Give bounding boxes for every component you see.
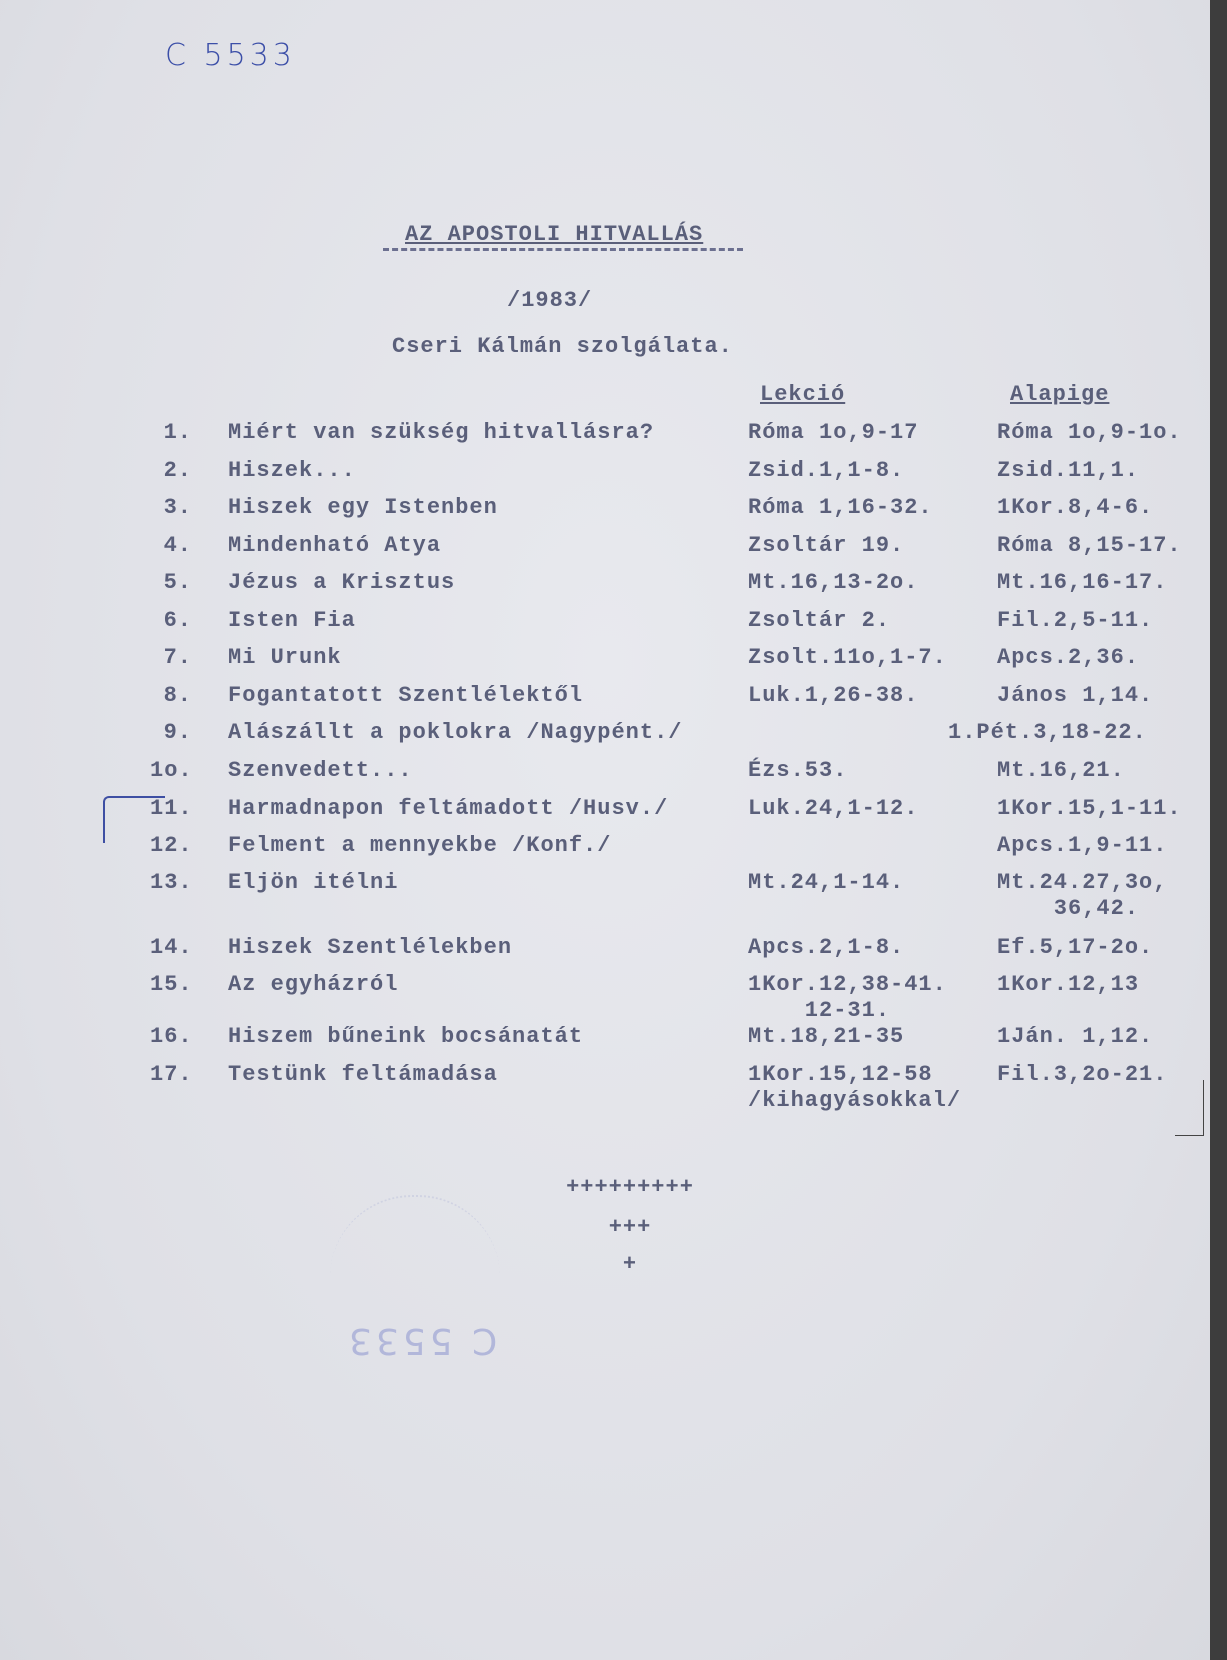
item-topic: Hiszek Szentlélekben [228, 935, 513, 960]
item-alapige: Mt.24.27,3o, 36,42. [997, 870, 1168, 921]
item-lekcio: Zsolt.11o,1-7. [748, 645, 947, 670]
item-alapige: 1Ján. 1,12. [997, 1024, 1154, 1049]
item-topic: Fogantatott Szentlélektől [228, 683, 584, 708]
item-number: 15. [150, 972, 193, 997]
item-topic: Harmadnapon feltámadott /Husv./ [228, 796, 669, 821]
list-item [0, 796, 1210, 830]
end-mark-line: +++ [608, 1215, 652, 1240]
item-alapige: Fil.2,5-11. [997, 608, 1154, 633]
item-lekcio: Mt.24,1-14. [748, 870, 905, 895]
item-topic: Szenvedett... [228, 758, 413, 783]
list-item [0, 1024, 1210, 1058]
item-number: 1o. [150, 758, 193, 783]
list-item [0, 495, 1210, 529]
item-number: 5. [163, 570, 192, 595]
item-number: 11. [150, 796, 193, 821]
item-number: 2. [163, 458, 192, 483]
document-year: /1983/ [507, 288, 593, 313]
item-number: 4. [163, 533, 192, 558]
item-number: 13. [150, 870, 193, 895]
column-header-lekcio: Lekció [760, 382, 846, 407]
item-topic: Hiszem bűneink bocsánatát [228, 1024, 584, 1049]
list-item [0, 720, 1210, 754]
item-alapige: Apcs.1,9-11. [997, 833, 1168, 858]
item-lekcio: Zsoltár 19. [748, 533, 905, 558]
item-alapige: Fil.3,2o-21. [997, 1062, 1168, 1087]
item-lekcio: 1Kor.15,12-58 /kihagyásokkal/ [748, 1062, 962, 1113]
item-number: 17. [150, 1062, 193, 1087]
list-item [0, 420, 1210, 454]
end-mark-line: +++++++++ [566, 1175, 694, 1200]
item-alapige: Mt.16,21. [997, 758, 1125, 783]
list-item [0, 870, 1210, 921]
item-topic: Hiszek egy Istenben [228, 495, 498, 520]
item-topic: Miért van szükség hitvallásra? [228, 420, 655, 445]
item-alapige: 1Kor.15,1-11. [997, 796, 1182, 821]
item-number: 14. [150, 935, 193, 960]
scan-edge [1210, 0, 1227, 1660]
item-topic: Testünk feltámadása [228, 1062, 498, 1087]
item-topic: Az egyházról [228, 972, 399, 997]
list-item [0, 533, 1210, 567]
item-lekcio: 1Kor.12,38-41. 12-31. [748, 972, 947, 1023]
item-number: 12. [150, 833, 193, 858]
title-underline-rule [383, 248, 743, 251]
document-title: AZ APOSTOLI HITVALLÁS [405, 222, 704, 247]
list-item [0, 972, 1210, 1023]
item-lekcio: Róma 1o,9-17 [748, 420, 919, 445]
item-topic: Alászállt a poklokra /Nagypént./ [228, 720, 683, 745]
faded-stamp-imprint [330, 1195, 500, 1277]
item-alapige: Róma 1o,9-1o. [997, 420, 1182, 445]
item-alapige: 1Kor.8,4-6. [997, 495, 1154, 520]
item-number: 3. [163, 495, 192, 520]
catalog-number-bleedthrough: C 5533 [345, 1320, 498, 1361]
list-item [0, 1062, 1210, 1113]
item-lekcio: Apcs.2,1-8. [748, 935, 905, 960]
item-alapige: 1.Pét.3,18-22. [948, 720, 1147, 745]
author-line: Cseri Kálmán szolgálata. [392, 334, 733, 359]
item-number: 1. [163, 420, 192, 445]
item-number: 6. [163, 608, 192, 633]
item-lekcio: Mt.18,21-35 [748, 1024, 905, 1049]
column-header-alapige: Alapige [1010, 382, 1110, 407]
item-topic: Eljön itélni [228, 870, 399, 895]
catalog-number: C 5533 [165, 38, 296, 73]
item-topic: Hiszek... [228, 458, 356, 483]
item-number: 9. [163, 720, 192, 745]
item-topic: Felment a mennyekbe /Konf./ [228, 833, 612, 858]
list-item [0, 935, 1210, 969]
item-topic: Mi Urunk [228, 645, 342, 670]
list-item [0, 458, 1210, 492]
item-lekcio: Mt.16,13-2o. [748, 570, 919, 595]
item-number: 16. [150, 1024, 193, 1049]
item-topic: Jézus a Krisztus [228, 570, 456, 595]
list-item [0, 608, 1210, 642]
handwritten-margin-bracket [103, 796, 165, 843]
item-topic: Mindenható Atya [228, 533, 442, 558]
item-number: 7. [163, 645, 192, 670]
item-topic: Isten Fia [228, 608, 356, 633]
item-lekcio: Zsoltár 2. [748, 608, 891, 633]
item-number: 8. [163, 683, 192, 708]
item-alapige: Zsid.11,1. [997, 458, 1140, 483]
item-alapige: Róma 8,15-17. [997, 533, 1182, 558]
end-mark-line: + [622, 1252, 638, 1277]
list-item [0, 570, 1210, 604]
item-alapige: 1Kor.12,13 [997, 972, 1140, 997]
item-lekcio: Ézs.53. [748, 758, 848, 783]
corner-crop-mark [1175, 1080, 1204, 1136]
item-alapige: Mt.16,16-17. [997, 570, 1168, 595]
list-item [0, 758, 1210, 792]
item-alapige: Ef.5,17-2o. [997, 935, 1154, 960]
item-lekcio: Róma 1,16-32. [748, 495, 933, 520]
list-item [0, 833, 1210, 867]
item-alapige: János 1,14. [997, 683, 1154, 708]
item-alapige: Apcs.2,36. [997, 645, 1140, 670]
list-item [0, 683, 1210, 717]
item-lekcio: Zsid.1,1-8. [748, 458, 905, 483]
item-lekcio: Luk.1,26-38. [748, 683, 919, 708]
list-item [0, 645, 1210, 679]
item-lekcio: Luk.24,1-12. [748, 796, 919, 821]
